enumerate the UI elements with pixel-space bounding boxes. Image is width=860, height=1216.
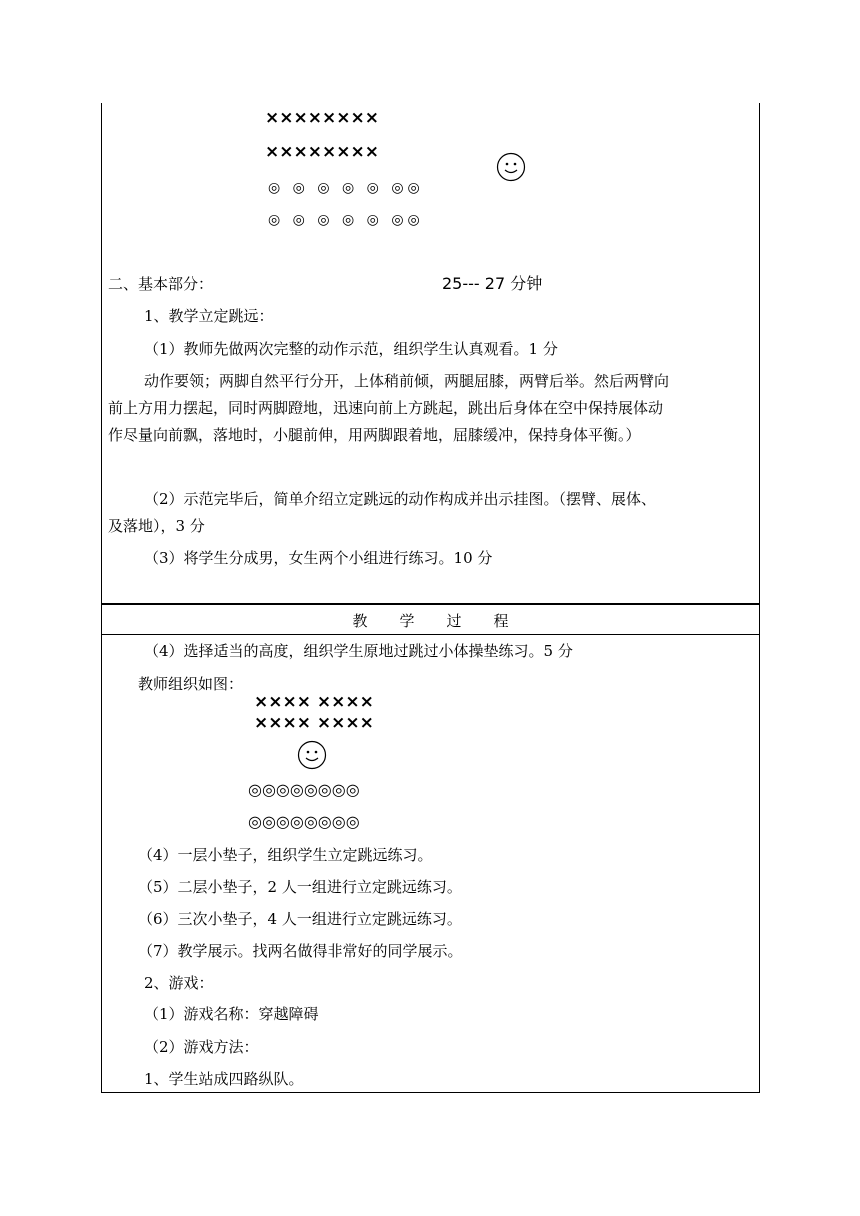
essentials-line: 前上方用力摆起，同时两脚蹬地，迅速向前上方跳起，跳出后身体在空中保持展体动 bbox=[108, 399, 664, 417]
formation-o-row: ◎ ◎ ◎ ◎ ◎ ◎◎ bbox=[268, 180, 424, 196]
table-header bbox=[101, 606, 760, 634]
step-text: 及落地），3 分 bbox=[108, 517, 205, 535]
item-heading: 2、游戏： bbox=[144, 974, 214, 992]
smiley-teacher-icon bbox=[297, 740, 327, 770]
step-text: （4）选择适当的高度，组织学生原地过跳过小体操垫练习。5 分 bbox=[144, 642, 573, 660]
section-duration: 25--- 27 分钟 bbox=[442, 274, 543, 293]
formation-o-row: ◎◎◎◎◎◎◎◎ bbox=[248, 780, 360, 799]
essentials-line: 作尽量向前飘，落地时，小腿前伸，用两脚跟着地，屈膝缓冲，保持身体平衡。） bbox=[108, 426, 641, 444]
game-name: （1）游戏名称：穿越障碍 bbox=[144, 1005, 319, 1023]
list-item: （6）三次小垫子，4 人一组进行立定跳远练习。 bbox=[138, 910, 462, 928]
step-text: （1）教师先做两次完整的动作示范，组织学生认真观看。1 分 bbox=[144, 340, 558, 358]
item-heading: 1、教学立定跳远： bbox=[144, 307, 274, 325]
game-step: 1、学生站成四路纵队。 bbox=[144, 1070, 304, 1088]
game-method: （2）游戏方法： bbox=[144, 1038, 259, 1056]
formation-o-row: ◎ ◎ ◎ ◎ ◎ ◎◎ bbox=[268, 212, 424, 228]
formation-x-row: ×××××××× bbox=[265, 108, 379, 128]
formation-x-row: ×××× ×××× bbox=[254, 692, 374, 712]
smiley-teacher-icon bbox=[496, 152, 526, 182]
list-item: （7）教学展示。找两名做得非常好的同学展示。 bbox=[138, 942, 463, 960]
list-item: （4）一层小垫子，组织学生立定跳远练习。 bbox=[138, 846, 433, 864]
step-text: （2）示范完毕后，简单介绍立定跳远的动作构成并出示挂图。（摆臂、展体、 bbox=[144, 490, 657, 508]
essentials-line: 动作要领；两脚自然平行分开，上体稍前倾，两腿屈膝，两臂后举。然后两臂向 bbox=[144, 372, 670, 390]
table-bottom-border bbox=[101, 1092, 760, 1093]
step-text: （3）将学生分成男，女生两个小组进行练习。10 分 bbox=[144, 549, 493, 567]
list-item: （5）二层小垫子，2 人一组进行立定跳远练习。 bbox=[138, 878, 462, 896]
table-right-border-top bbox=[759, 103, 760, 605]
table-right-border-bottom bbox=[759, 605, 760, 1093]
teacher-org-label: 教师组织如图： bbox=[138, 675, 244, 693]
table-divider-2 bbox=[101, 634, 760, 635]
formation-o-row: ◎◎◎◎◎◎◎◎ bbox=[248, 812, 360, 831]
formation-x-row: ×××× ×××× bbox=[254, 713, 374, 733]
table-header-text: 教学过程 bbox=[352, 611, 541, 630]
table-left-border-top bbox=[101, 103, 102, 605]
formation-x-row: ×××××××× bbox=[265, 142, 379, 162]
table-divider-1 bbox=[101, 603, 760, 605]
table-left-border-bottom bbox=[101, 605, 102, 1093]
section-title: 二、基本部分： bbox=[108, 275, 214, 293]
